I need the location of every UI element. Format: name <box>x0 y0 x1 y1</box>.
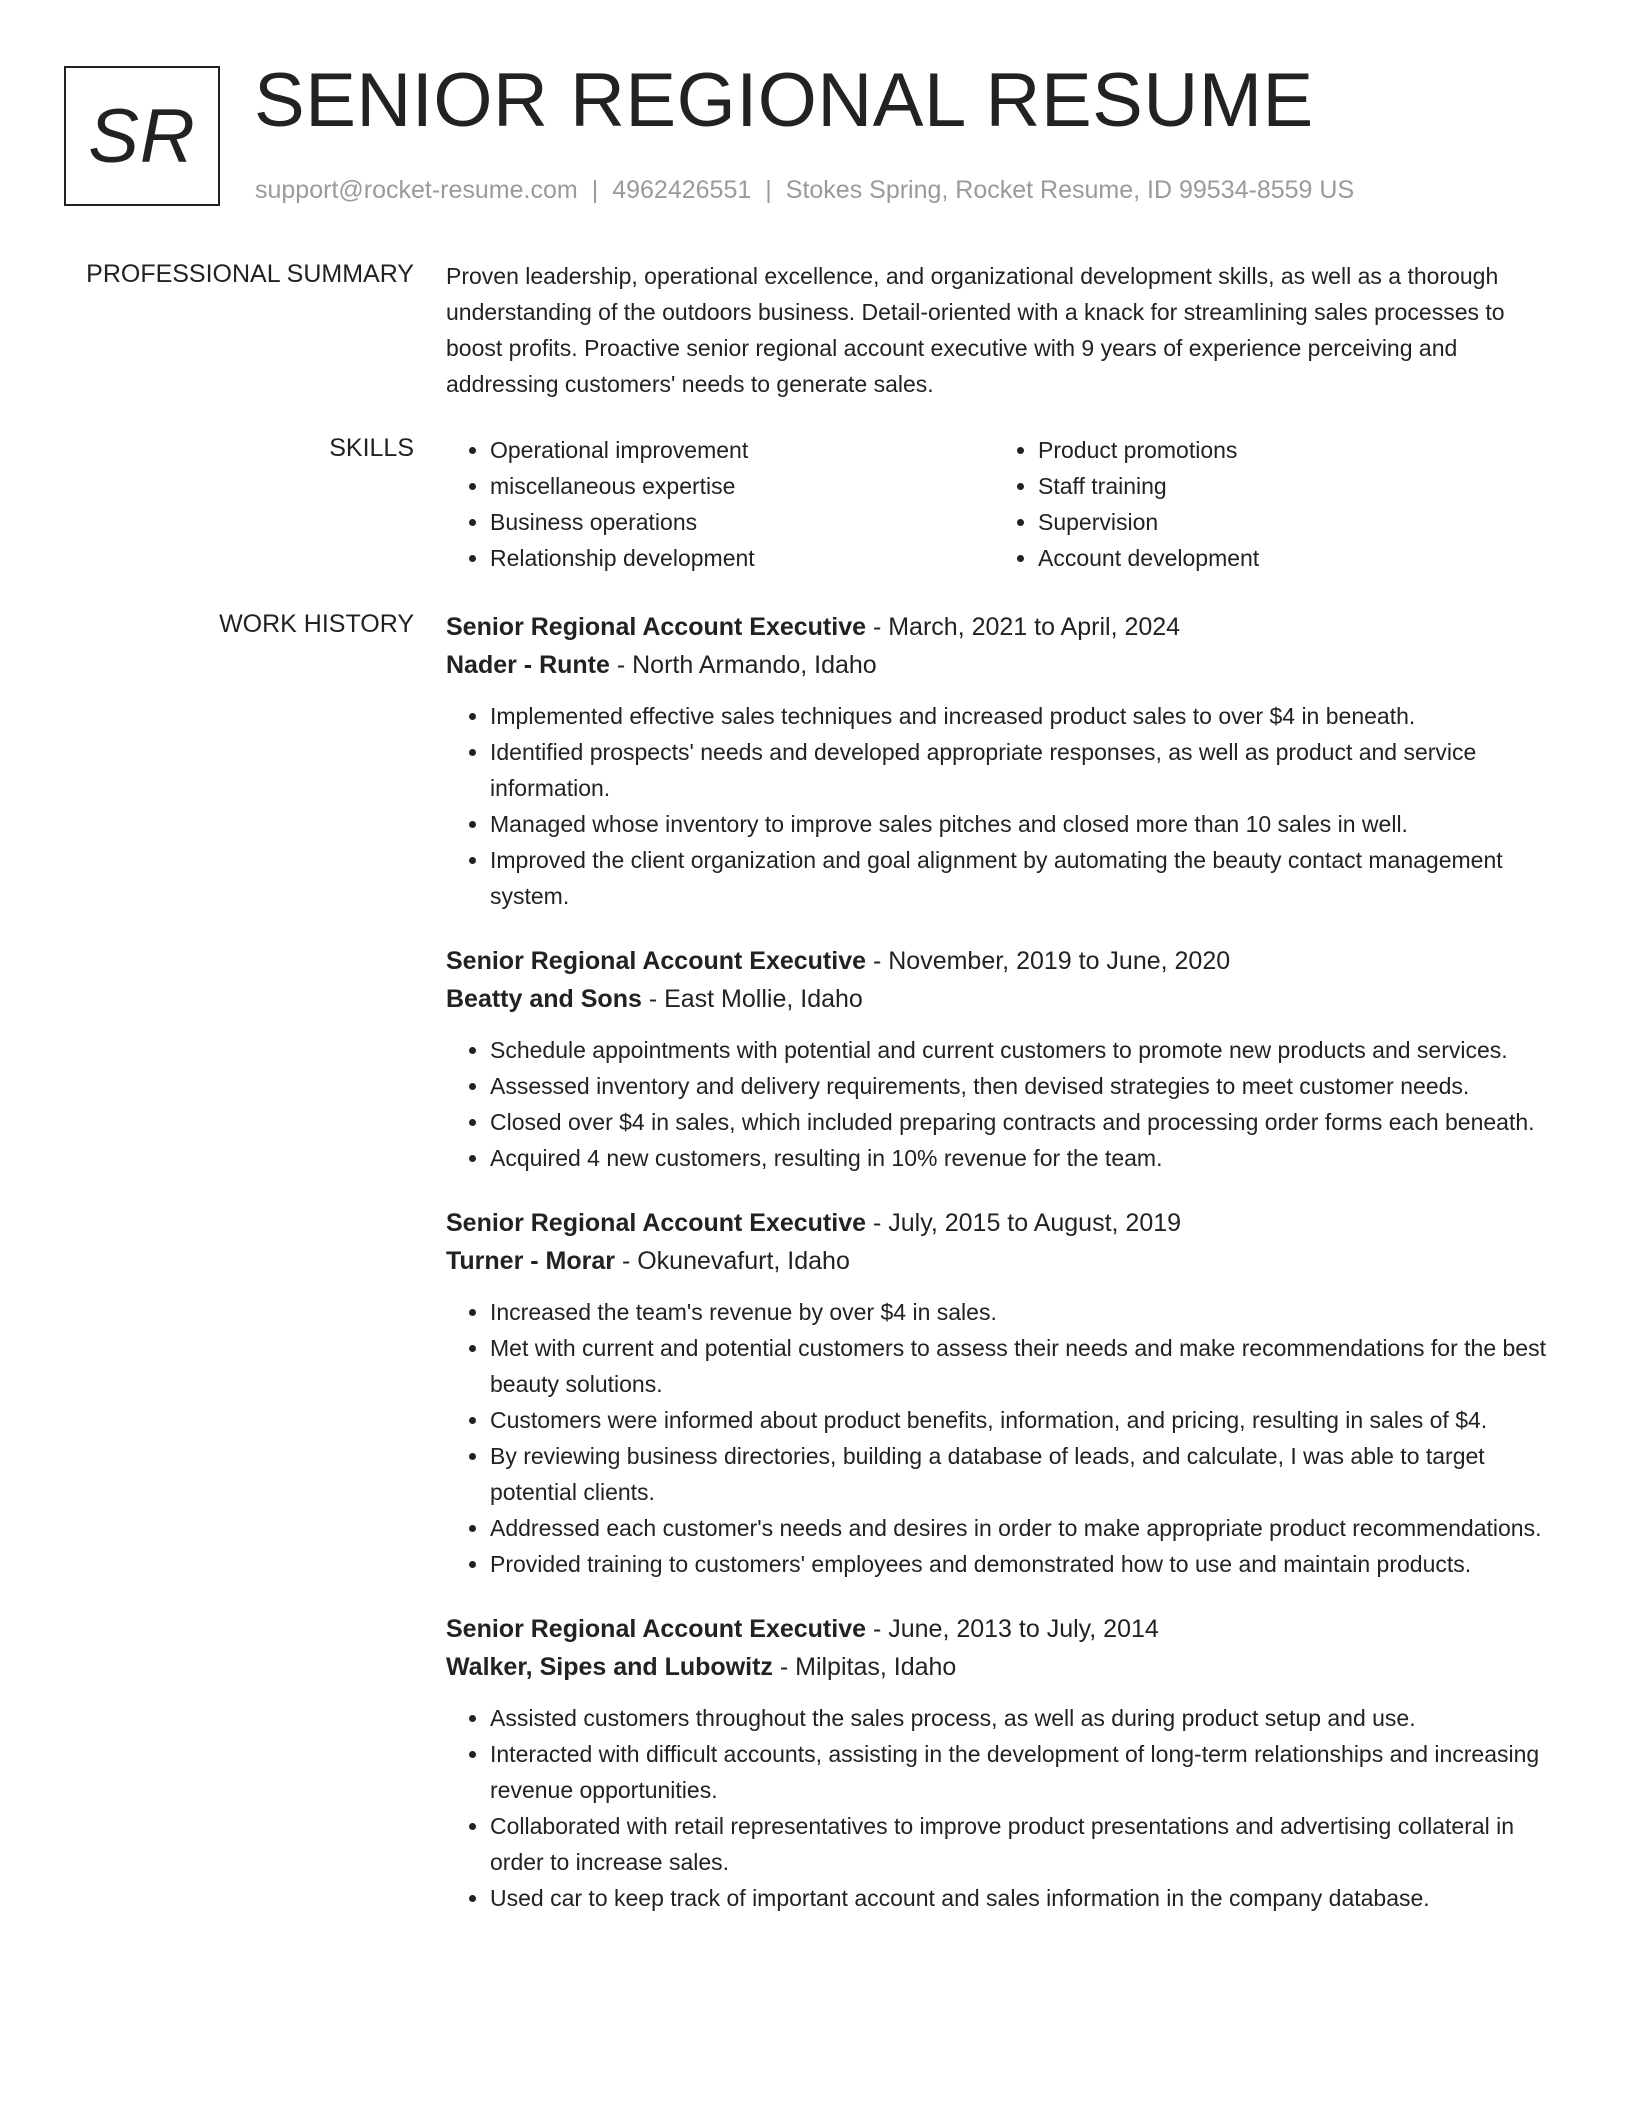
contact-line <box>255 174 1354 206</box>
skills-label: SKILLS <box>329 434 414 462</box>
job-title: Senior Regional Account Executive <box>446 947 867 975</box>
summary-label: PROFESSIONAL SUMMARY <box>86 260 414 288</box>
job-company-line <box>446 1242 1558 1280</box>
job-bullets <box>446 698 1558 914</box>
job-bullets <box>446 1032 1558 1176</box>
contact-separator: | <box>591 176 599 204</box>
summary-content <box>446 258 1558 402</box>
job-title-line <box>446 608 1558 646</box>
job-company: Walker, Sipes and Lubowitz <box>446 1653 773 1681</box>
job-title: Senior Regional Account Executive <box>446 613 867 641</box>
job-location: - East Mollie, Idaho <box>641 985 863 1013</box>
skill-item: • Staff training <box>1038 468 1542 504</box>
job-bullet: • Assisted customers throughout the sales process, as well as during product setup and use. <box>490 1700 1558 1736</box>
job-entry <box>446 942 1558 1176</box>
job-bullet: • Provided training to customers' employees and demonstrated how to use and maintain products. <box>490 1546 1558 1582</box>
skill-item: • Supervision <box>1038 504 1542 540</box>
work-history-label: WORK HISTORY <box>219 610 414 638</box>
job-entry <box>446 608 1558 914</box>
job-title: Senior Regional Account Executive <box>446 1615 867 1643</box>
skills-content <box>446 432 1558 576</box>
skill-item: • Operational improvement <box>490 432 994 468</box>
job-bullet: • Used car to keep track of important account and sales information in the company database. <box>490 1880 1558 1916</box>
job-company-line <box>446 980 1558 1018</box>
job-entry <box>446 1610 1558 1916</box>
job-bullet: • Acquired 4 new customers, resulting in 10% revenue for the team. <box>490 1140 1558 1176</box>
skills-list-right <box>994 432 1542 576</box>
summary-text: Proven leadership, operational excellence, and organizational development skills, as well as a thorough understanding of the outdoors business. Detail-oriented with a knack for streamlining sales processes to boost profits. Proactive senior regional account executive with 9 years of experience perceiving and addressing customers' needs to generate sales. <box>446 263 1505 397</box>
job-location: - North Armando, Idaho <box>609 651 877 679</box>
job-bullet: • Managed whose inventory to improve sales pitches and closed more than 10 sales in well. <box>490 806 1558 842</box>
job-dates: - July, 2015 to August, 2019 <box>866 1209 1182 1237</box>
job-title-line <box>446 1610 1558 1648</box>
job-bullet: • Improved the client organization and goal alignment by automating the beauty contact management system. <box>490 842 1558 914</box>
job-dates: - March, 2021 to April, 2024 <box>866 613 1181 641</box>
job-bullet: • Schedule appointments with potential and current customers to promote new products and services. <box>490 1032 1558 1068</box>
job-bullet: • Collaborated with retail representatives to improve product presentations and advertising collateral in order to increase sales. <box>490 1808 1558 1880</box>
job-bullet: • Implemented effective sales techniques and increased product sales to over $4 in beneath. <box>490 698 1558 734</box>
skill-item: • Business operations <box>490 504 994 540</box>
contact-separator: | <box>765 176 772 204</box>
job-entry <box>446 1204 1558 1582</box>
monogram-box <box>64 66 220 206</box>
job-bullets <box>446 1700 1558 1916</box>
job-dates: - November, 2019 to June, 2020 <box>866 947 1231 975</box>
job-bullet: • Assessed inventory and delivery requirements, then devised strategies to meet customer needs. <box>490 1068 1558 1104</box>
job-title-line <box>446 1204 1558 1242</box>
job-bullet: • Interacted with difficult accounts, assisting in the development of long-term relationships and increasing revenue opportunities. <box>490 1736 1558 1808</box>
job-bullet: • Customers were informed about product benefits, information, and pricing, resulting in sales of $4. <box>490 1402 1558 1438</box>
job-company: Turner - Morar <box>446 1247 615 1275</box>
job-bullets <box>446 1294 1558 1582</box>
skill-item: • miscellaneous expertise <box>490 468 994 504</box>
job-title: Senior Regional Account Executive <box>446 1209 867 1237</box>
job-dates: - June, 2013 to July, 2014 <box>866 1615 1159 1643</box>
job-bullet: • Identified prospects' needs and developed appropriate responses, as well as product and service information. <box>490 734 1558 806</box>
contact-phone: 4962426551 <box>612 176 752 204</box>
resume-name: SENIOR REGIONAL RESUME <box>254 58 1314 143</box>
skill-item: • Account development <box>1038 540 1542 576</box>
monogram-initials: SR <box>88 93 196 179</box>
skill-item: • Product promotions <box>1038 432 1542 468</box>
job-bullet: • Met with current and potential customers to assess their needs and make recommendations for the best beauty solutions. <box>490 1330 1558 1402</box>
job-company: Nader - Runte <box>446 651 610 679</box>
job-bullet: • By reviewing business directories, building a database of leads, and calculate, I was able to target potential clients. <box>490 1438 1558 1510</box>
job-location: - Milpitas, Idaho <box>772 1653 957 1681</box>
contact-address: Stokes Spring, Rocket Resume, ID 99534-8559 US <box>785 176 1355 204</box>
work-history-content <box>446 608 1558 1944</box>
job-company: Beatty and Sons <box>446 985 642 1013</box>
job-location: - Okunevafurt, Idaho <box>615 1247 850 1275</box>
skills-list-left <box>446 432 994 576</box>
skill-item: • Relationship development <box>490 540 994 576</box>
job-bullet: • Addressed each customer's needs and desires in order to make appropriate product recommendations. <box>490 1510 1558 1546</box>
contact-email: support@rocket-resume.com <box>255 176 578 204</box>
job-title-line <box>446 942 1558 980</box>
job-company-line <box>446 646 1558 684</box>
job-bullet: • Closed over $4 in sales, which included preparing contracts and processing order forms each beneath. <box>490 1104 1558 1140</box>
job-bullet: • Increased the team's revenue by over $4 in sales. <box>490 1294 1558 1330</box>
job-company-line <box>446 1648 1558 1686</box>
